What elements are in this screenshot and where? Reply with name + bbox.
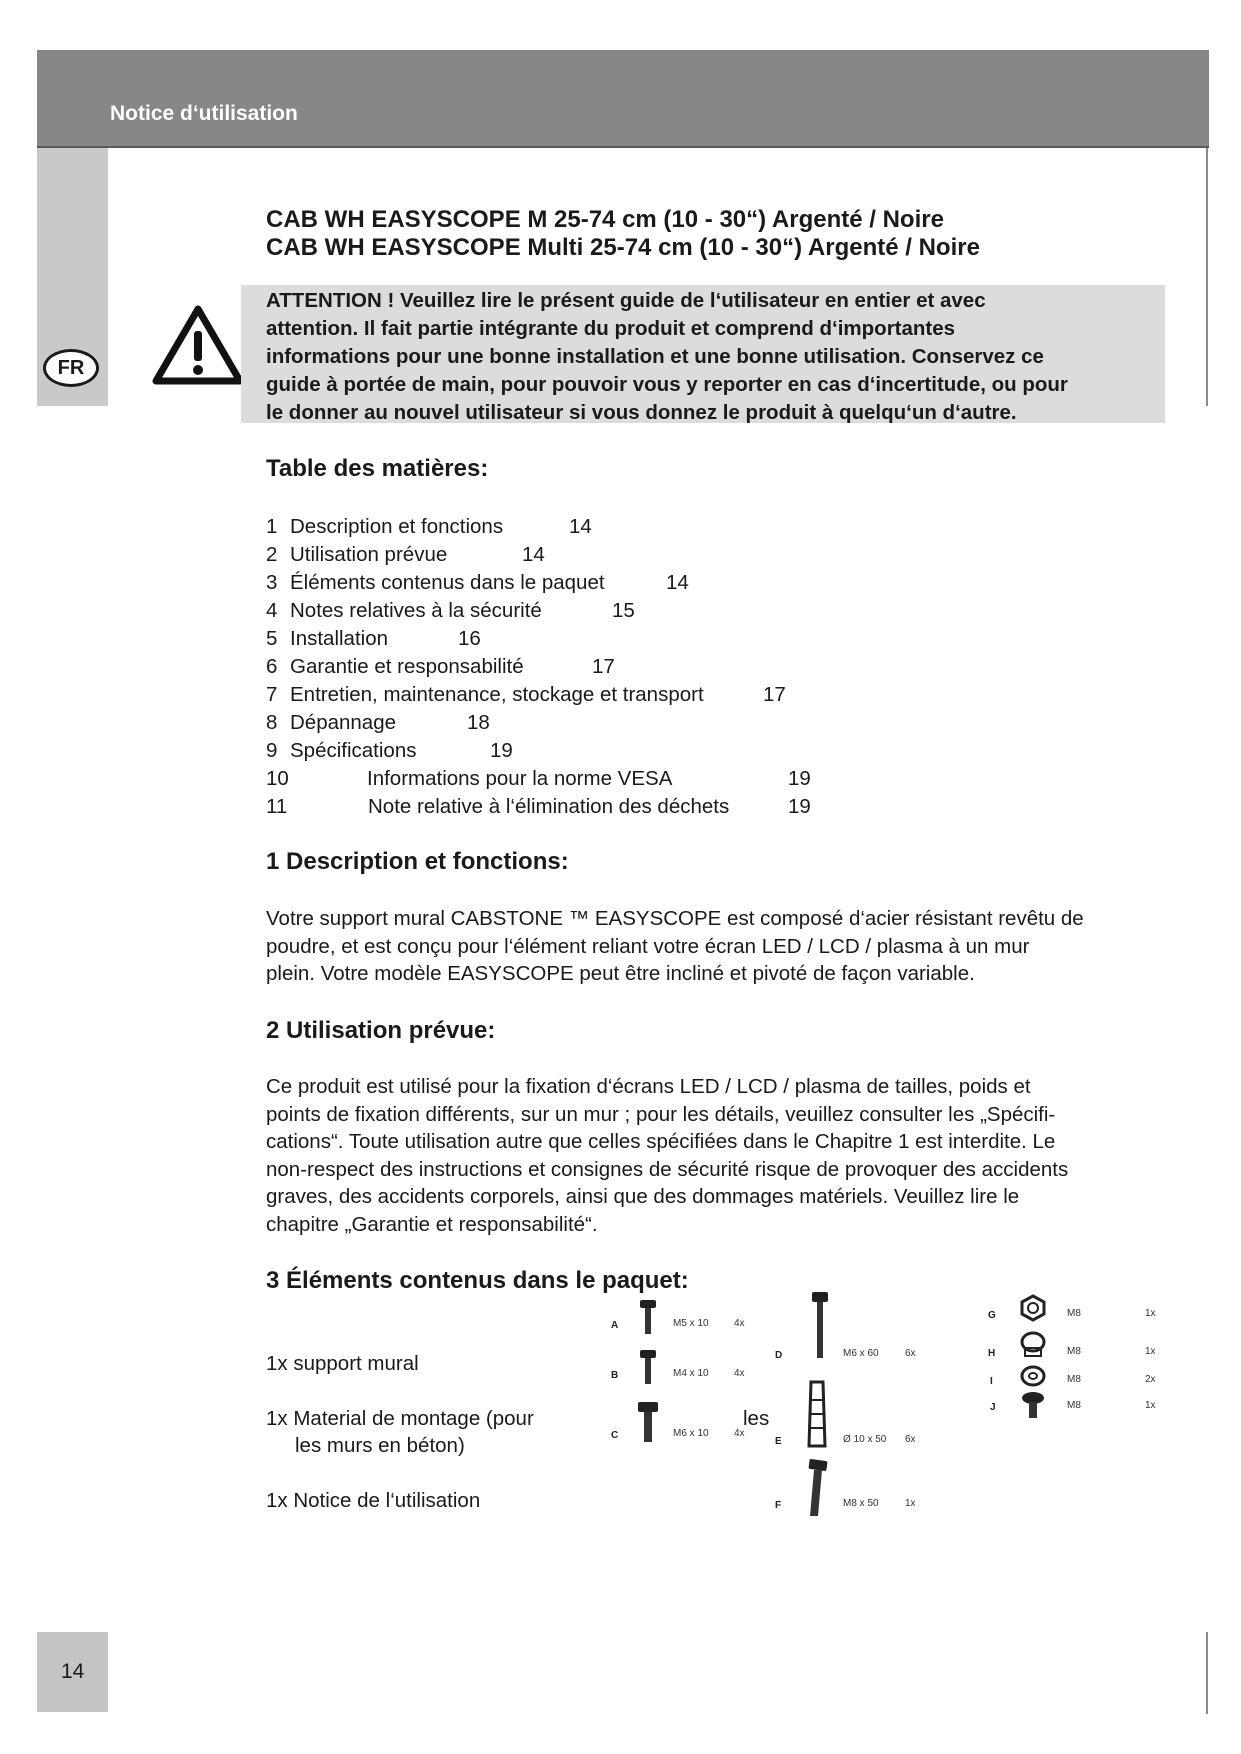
part-size: M6 x 60 xyxy=(843,1348,879,1359)
part-qty: 1x xyxy=(1145,1400,1156,1411)
toc-page: 15 xyxy=(612,599,635,622)
text-line: Ce produit est utilisé pour la fixation d‘écrans LED / LCD / plasma de tailles, poids et xyxy=(266,1075,1031,1098)
part-qty: 4x xyxy=(734,1428,745,1439)
part-label: H xyxy=(988,1348,996,1359)
product-title-m: CAB WH EASYSCOPE M 25-74 cm (10 - 30“) Argenté / Noire xyxy=(266,206,944,233)
header-title: Notice d‘utilisation xyxy=(110,102,298,125)
toc-page: 19 xyxy=(788,767,811,790)
part-label: I xyxy=(990,1376,993,1387)
toc-page: 14 xyxy=(569,515,592,538)
toc-title: Description et fonctions xyxy=(290,515,504,538)
part-size: M8 x 50 xyxy=(843,1498,879,1509)
toc-number: 6 xyxy=(266,655,278,678)
part-qty: 6x xyxy=(905,1348,916,1359)
right-margin-line xyxy=(1206,148,1208,406)
text-line: plein. Votre modèle EASYSCOPE peut être incliné et pivoté de façon variable. xyxy=(266,962,975,986)
package-item-mounting-kit-les: les xyxy=(743,1407,770,1430)
right-margin-line-bottom xyxy=(1206,1632,1208,1714)
product-titles xyxy=(266,206,980,262)
part-label: F xyxy=(775,1500,782,1511)
attention-line: le donner au nouvel utilisateur si vous donnez le produit à quelqu‘un d‘autre. xyxy=(266,401,1017,424)
attention-box xyxy=(241,285,1165,423)
text-line: points de fixation différents, sur un mur ; pour les détails, veuillez consulter les „Spécifi- xyxy=(266,1102,1056,1126)
part-size: M4 x 10 xyxy=(673,1368,709,1379)
hardware-parts-diagram xyxy=(600,1290,1180,1530)
cap-nut-h-icon xyxy=(1020,1330,1046,1360)
text-line: chapitre „Garantie et responsabilité“. xyxy=(266,1212,598,1236)
page-number: 14 xyxy=(37,1632,108,1712)
toc-heading: Table des matières: xyxy=(266,455,489,482)
text-line: poudre, et est conçu pour l‘élément reliant votre écran LED / LCD / plasma à un mur xyxy=(266,934,1030,958)
part-label: D xyxy=(775,1350,783,1361)
part-qty: 1x xyxy=(905,1498,916,1509)
part-size: M8 xyxy=(1067,1346,1081,1357)
part-label: B xyxy=(611,1370,619,1381)
part-qty: 4x xyxy=(734,1318,745,1329)
part-size: M8 xyxy=(1067,1308,1081,1319)
toc-page: 14 xyxy=(522,543,545,566)
toc-page: 18 xyxy=(467,711,490,734)
toc-page: 17 xyxy=(592,655,615,678)
section1-heading: 1 Description et fonctions: xyxy=(266,848,569,875)
language-tab xyxy=(37,148,108,406)
language-badge: FR xyxy=(43,349,99,387)
screw-c-icon xyxy=(636,1400,660,1444)
toc-title: Informations pour la norme VESA xyxy=(367,767,673,790)
package-item-mounting-kit: 1x Material de montage (pour xyxy=(266,1407,534,1430)
toc-page: 14 xyxy=(666,571,689,594)
toc-page: 19 xyxy=(490,739,513,762)
text-line: graves, des accidents corporels, ainsi que des dommages matériels. Veuillez lire le xyxy=(266,1185,1020,1209)
toc-number: 11 xyxy=(266,795,288,818)
toc-page: 16 xyxy=(458,627,481,650)
washer-i-icon xyxy=(1020,1364,1046,1388)
toc-page: 17 xyxy=(763,683,786,706)
nut-g-icon xyxy=(1020,1294,1046,1322)
text-line: cations“. Toute utilisation autre que celles spécifiées dans le Chapitre 1 est interdite. Le xyxy=(266,1130,1056,1154)
attention-line: attention. Il fait partie intégrante du produit et comprend d‘importantes xyxy=(266,317,956,340)
screw-b-icon xyxy=(638,1348,658,1386)
product-title-multi: CAB WH EASYSCOPE Multi 25-74 cm (10 - 30“) Argenté / Noire xyxy=(266,234,980,261)
toc-number: 2 xyxy=(266,543,278,566)
part-size: M6 x 10 xyxy=(673,1428,709,1439)
toc-number: 8 xyxy=(266,711,278,734)
toc-number: 7 xyxy=(266,683,278,706)
section2-heading: 2 Utilisation prévue: xyxy=(266,1017,496,1044)
toc-title: Entretien, maintenance, stockage et transport xyxy=(290,683,704,706)
text-line: Votre support mural CABSTONE ™ EASYSCOPE est composé d‘acier résistant revêtu de xyxy=(266,907,1084,930)
attention-line: guide à portée de main, pour pouvoir vous y reporter en cas d‘incertitude, ou pour xyxy=(266,373,1068,396)
toc-title: Spécifications xyxy=(290,739,417,762)
screw-a-icon xyxy=(638,1298,658,1336)
part-size: M8 xyxy=(1067,1374,1081,1385)
toc-number: 10 xyxy=(266,767,289,790)
toc-number: 3 xyxy=(266,571,278,594)
part-qty: 6x xyxy=(905,1434,916,1445)
toc-title: Utilisation prévue xyxy=(290,543,448,566)
wall-plug-e-icon xyxy=(803,1380,831,1448)
part-size: M8 xyxy=(1067,1400,1081,1411)
part-label: J xyxy=(990,1402,996,1413)
text-line: non-respect des instructions et consignes de sécurité risque de provoquer des accidents xyxy=(266,1157,1069,1181)
toc-title: Notes relatives à la sécurité xyxy=(290,599,542,622)
toc-number: 4 xyxy=(266,599,278,622)
header-bar xyxy=(37,50,1209,148)
part-qty: 2x xyxy=(1145,1374,1156,1385)
part-qty: 1x xyxy=(1145,1308,1156,1319)
toc-title: Note relative à l‘élimination des déchets xyxy=(368,795,730,818)
toc-number: 1 xyxy=(266,515,278,538)
part-label: E xyxy=(775,1436,782,1447)
package-item-wall-mount: 1x support mural xyxy=(266,1352,419,1375)
attention-line: ATTENTION ! Veuillez lire le présent guide de l‘utilisateur en entier et avec xyxy=(266,289,986,312)
package-item-manual: 1x Notice de l‘utilisation xyxy=(266,1489,481,1512)
section1-text xyxy=(266,905,1084,988)
section2-text xyxy=(266,1073,1068,1239)
part-qty: 1x xyxy=(1145,1346,1156,1357)
toc-number: 5 xyxy=(266,627,278,650)
toc-title: Garantie et responsabilité xyxy=(290,655,524,678)
part-label: C xyxy=(611,1430,619,1441)
section3-heading: 3 Éléments contenus dans le paquet: xyxy=(266,1267,689,1294)
part-size: M5 x 10 xyxy=(673,1318,709,1329)
part-label: A xyxy=(611,1320,619,1331)
part-label: G xyxy=(988,1310,996,1321)
toc-title: Dépannage xyxy=(290,711,397,734)
toc-title: Installation xyxy=(290,627,389,650)
screw-j-icon xyxy=(1020,1390,1046,1420)
toc-title: Éléments contenus dans le paquet xyxy=(290,571,605,594)
part-qty: 4x xyxy=(734,1368,745,1379)
bolt-d-icon xyxy=(810,1290,830,1360)
part-size: Ø 10 x 50 xyxy=(843,1434,887,1445)
toc-page: 19 xyxy=(788,795,811,818)
package-item-mounting-kit-cont: les murs en béton) xyxy=(295,1434,465,1457)
warning-triangle-icon xyxy=(152,305,244,385)
attention-line: informations pour une bonne installation et une bonne utilisation. Conservez ce xyxy=(266,345,1044,368)
toc-number: 9 xyxy=(266,739,278,762)
bolt-f-icon xyxy=(803,1458,833,1518)
